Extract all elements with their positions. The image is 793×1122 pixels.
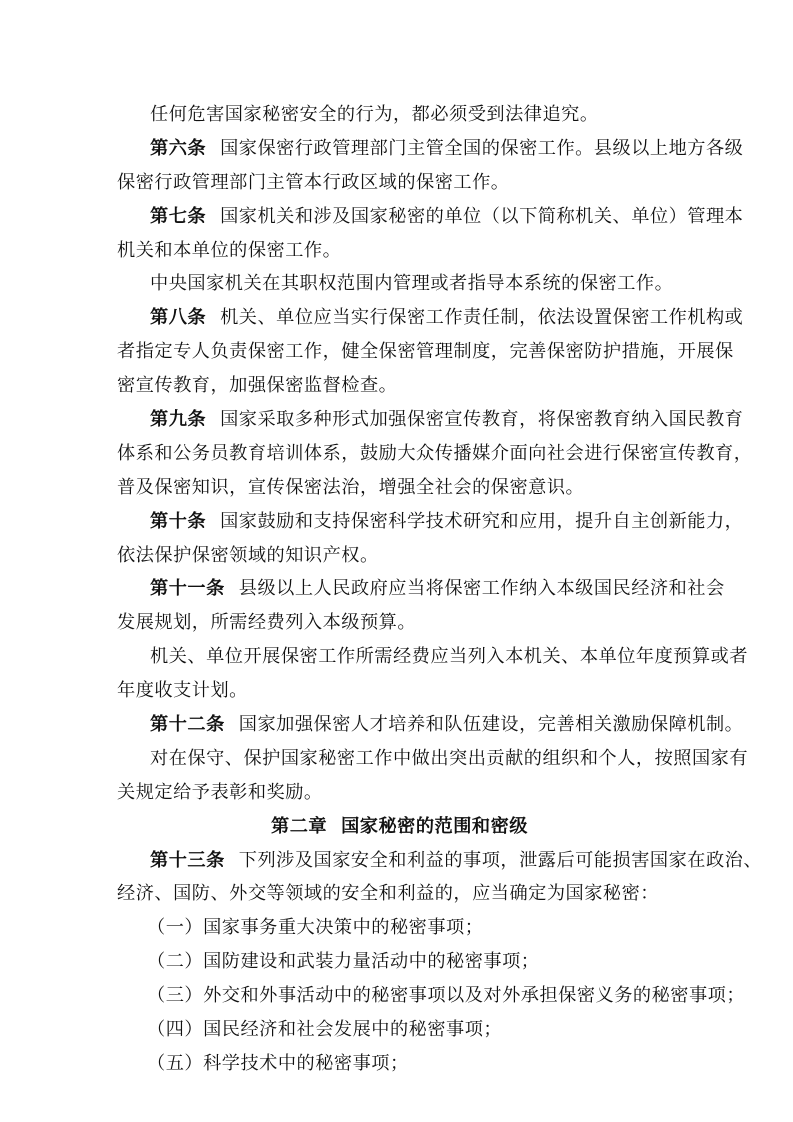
line-text: （五）科学技术中的秘密事项； bbox=[147, 1052, 409, 1074]
list-item bbox=[117, 911, 682, 945]
text-line bbox=[117, 776, 682, 810]
text-line bbox=[117, 539, 682, 573]
text-line bbox=[117, 267, 682, 301]
line-text: 国家保密行政管理部门主管全国的保密工作。县级以上地方各级 bbox=[220, 137, 744, 159]
line-text: （二）国防建设和武装力量活动中的秘密事项； bbox=[147, 951, 540, 973]
article-label: 第九条 bbox=[150, 409, 207, 431]
chapter-label: 第二章 bbox=[271, 815, 328, 837]
chapter-title: 国家秘密的范围和密级 bbox=[341, 815, 528, 837]
line-text: （四）国民经济和社会发展中的秘密事项； bbox=[147, 1019, 503, 1041]
line-text: 机关和本单位的保密工作。 bbox=[117, 239, 342, 261]
article-label: 第十三条 bbox=[150, 849, 225, 871]
line-text: 密宣传教育，加强保密监督检查。 bbox=[117, 375, 398, 397]
article-line bbox=[117, 132, 744, 166]
line-text: 机关、单位开展保密工作所需经费应当列入本机关、本单位年度预算或者 bbox=[150, 646, 749, 668]
document-body bbox=[117, 98, 763, 1081]
line-text: （三）外交和外事活动中的秘密事项以及对外承担保密义务的秘密事项； bbox=[147, 985, 746, 1007]
article-label: 第七条 bbox=[150, 205, 207, 227]
text-line bbox=[117, 166, 682, 200]
article-label: 第十条 bbox=[150, 510, 207, 532]
line-text: 中央国家机关在其职权范围内管理或者指导本系统的保密工作。 bbox=[150, 273, 674, 295]
line-text: 经济、国防、外交等领域的安全和利益的，应当确定为国家秘密： bbox=[117, 883, 659, 905]
list-item bbox=[117, 1013, 682, 1047]
line-text: 机关、单位应当实行保密工作责任制，依法设置保密工作机构或 bbox=[220, 307, 744, 329]
article-line bbox=[117, 403, 744, 437]
article-line bbox=[117, 505, 744, 539]
list-item bbox=[117, 945, 682, 979]
line-text: 保密行政管理部门主管本行政区域的保密工作。 bbox=[117, 171, 510, 193]
text-line bbox=[117, 437, 753, 471]
line-text: 任何危害国家秘密安全的行为，都必须受到法律追究。 bbox=[150, 104, 599, 125]
line-text: 国家采取多种形式加强保密宣传教育，将保密教育纳入国民教育 bbox=[220, 409, 744, 431]
article-line bbox=[117, 708, 744, 742]
line-text: 下列涉及国家安全和利益的事项，泄露后可能损害国家在政治、 bbox=[238, 849, 763, 871]
text-line bbox=[117, 234, 682, 268]
line-text: 体系和公务员教育培训体系，鼓励大众传播媒介面向社会进行保密宣传教育， bbox=[117, 442, 753, 464]
line-text: 国家机关和涉及国家秘密的单位（以下简称机关、单位）管理本 bbox=[220, 205, 744, 227]
text-line bbox=[117, 877, 682, 911]
article-line bbox=[117, 572, 725, 606]
text-line bbox=[117, 742, 749, 776]
line-text: 年度收支计划。 bbox=[117, 680, 248, 702]
text-line bbox=[117, 98, 682, 132]
list-item bbox=[117, 979, 746, 1013]
line-text: 县级以上人民政府应当将保密工作纳入本级国民经济和社会 bbox=[238, 578, 725, 600]
article-label: 第八条 bbox=[150, 307, 207, 329]
line-text: （一）国家事务重大决策中的秘密事项； bbox=[147, 917, 484, 939]
article-label: 第六条 bbox=[150, 137, 207, 159]
list-item bbox=[117, 1047, 682, 1081]
article-label: 第十一条 bbox=[150, 578, 225, 600]
line-text: 国家鼓励和支持保密科学技术研究和应用，提升自主创新能力， bbox=[220, 510, 744, 532]
line-text: 对在保守、保护国家秘密工作中做出突出贡献的组织和个人，按照国家有 bbox=[150, 747, 749, 769]
text-line bbox=[117, 674, 682, 708]
text-line bbox=[117, 640, 749, 674]
article-line bbox=[117, 200, 744, 234]
text-line bbox=[117, 606, 682, 640]
line-text: 国家加强保密人才培养和队伍建设，完善相关激励保障机制。 bbox=[238, 714, 744, 736]
article-line bbox=[117, 301, 744, 335]
article-label: 第十二条 bbox=[150, 714, 225, 736]
line-text: 发展规划，所需经费列入本级预算。 bbox=[117, 612, 417, 634]
chapter-heading bbox=[117, 810, 682, 844]
text-line bbox=[117, 471, 682, 505]
line-text: 依法保护保密领域的知识产权。 bbox=[117, 544, 379, 566]
line-text: 关规定给予表彰和奖励。 bbox=[117, 781, 323, 803]
text-line bbox=[117, 369, 682, 403]
article-line bbox=[117, 844, 763, 878]
line-text: 者指定专人负责保密工作，健全保密管理制度，完善保密防护措施，开展保 bbox=[117, 341, 734, 363]
text-line bbox=[117, 335, 734, 369]
line-text: 普及保密知识，宣传保密法治，增强全社会的保密意识。 bbox=[117, 476, 585, 498]
